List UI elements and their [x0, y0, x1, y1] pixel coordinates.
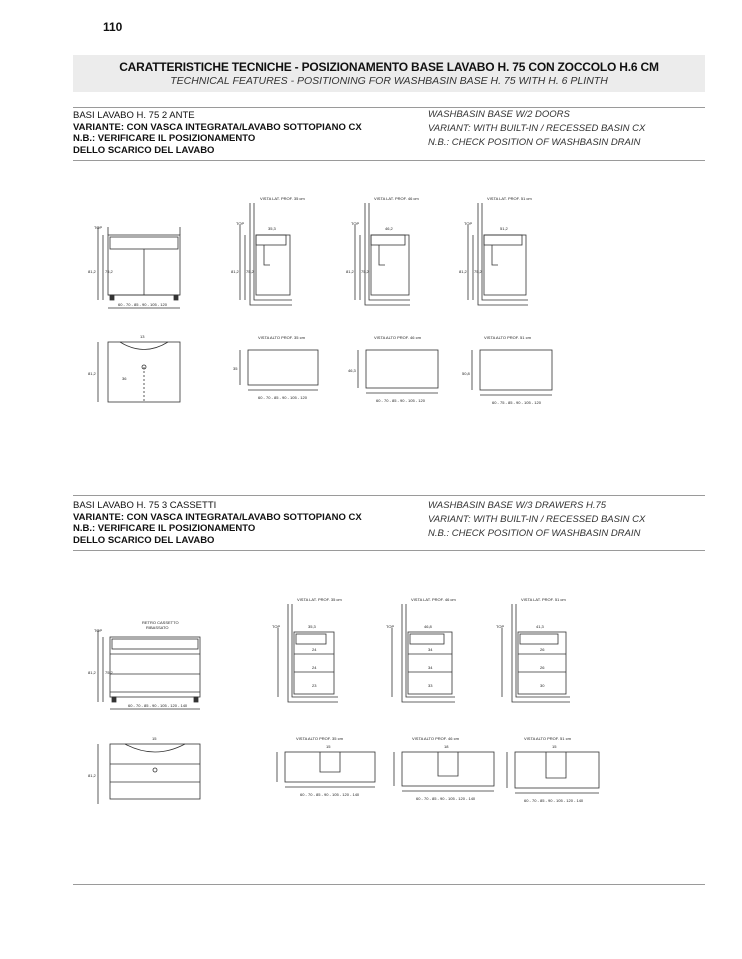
top-view-1 — [240, 350, 318, 390]
page-title: CARATTERISTICHE TECNICHE - POSIZIONAMENTO BASE LAVABO H. 75 CON ZOCCOLO H.6 CM — [119, 60, 659, 74]
top-view-3-width: 60 - 75 - 85 - 90 - 105 - 120 — [492, 400, 541, 405]
side-view-2 — [355, 203, 410, 305]
front-view-basin-drawers — [98, 744, 200, 804]
front2-dim-b: 36 — [122, 376, 127, 381]
front-view-2-doors — [98, 227, 180, 308]
side-view-1-dim: 35,3 — [268, 226, 276, 231]
front2-top-dim-2: 15 — [152, 736, 157, 741]
side-view-drawers-1-d2: 24 — [312, 665, 317, 670]
side-view-1-label: VISTA LAT. PROF. 35 cm — [260, 196, 305, 201]
side-view-drawers-2-top: TOP — [386, 624, 395, 629]
top-view-drawers-1-width: 60 - 70 - 85 - 90 - 105 - 120 - 140 — [300, 792, 360, 797]
section-2-note-en: N.B.: CHECK POSITION OF WASHBASIN DRAIN — [428, 528, 641, 539]
section-1-italian — [73, 110, 423, 156]
section-1-title: BASI LAVABO H. 75 2 ANTE — [73, 110, 195, 121]
front2-dim-a: 81,2 — [88, 371, 96, 376]
top-view-3 — [472, 350, 552, 395]
top-view-2-width: 60 - 70 - 85 - 90 - 105 - 120 — [376, 398, 425, 403]
section-1-note-2: DELLO SCARICO DEL LAVABO — [73, 144, 215, 156]
side-view-3-label: VISTA LAT. PROF. 51 cm — [487, 196, 532, 201]
side-view-1-dim-b: 75,2 — [246, 269, 254, 274]
top-view-3-label: VISTA ALTO PROF. 51 cm — [484, 335, 531, 340]
section-1-drawings — [80, 185, 580, 425]
top-view-drawers-3-dim: 15 — [552, 744, 557, 749]
front-note-2: RIBASSATO — [146, 625, 169, 630]
front-width-label-2: 60 - 70 - 85 - 90 - 105 - 120 - 140 — [128, 703, 188, 708]
section-divider — [73, 550, 705, 551]
section-2-title: BASI LAVABO H. 75 3 CASSETTI — [73, 500, 217, 511]
top-view-drawers-1 — [277, 752, 375, 787]
section-divider — [73, 160, 705, 161]
side-view-drawers-2-label: VISTA LAT. PROF. 46 cm — [411, 597, 456, 602]
front-dim-b-2: 75,2 — [105, 670, 113, 675]
side-view-drawers-3-label: VISTA LAT. PROF. 51 cm — [521, 597, 566, 602]
side-view-1-top: TOP — [236, 221, 245, 226]
front-width-label: 60 - 70 - 85 - 90 - 105 - 120 — [118, 302, 167, 307]
top-view-drawers-1-dim: 15 — [326, 744, 331, 749]
top-view-1-dim: 35 — [233, 366, 238, 371]
section-2-drawings — [80, 592, 600, 832]
section-2-note-2: DELLO SCARICO DEL LAVABO — [73, 534, 215, 546]
top-view-drawers-2-dim: 18 — [444, 744, 449, 749]
section-2-title-en: WASHBASIN BASE W/3 DRAWERS H.75 — [428, 500, 607, 511]
side-view-2-top: TOP — [351, 221, 360, 226]
side-view-3 — [468, 203, 528, 305]
side-view-3-dim-a: 81,2 — [459, 269, 467, 274]
side-view-2-dim-a: 81,2 — [346, 269, 354, 274]
section-1-variant-en: VARIANT: WITH BUILT-IN / RECESSED BASIN CX — [428, 123, 646, 134]
section-1-title-en: WASHBASIN BASE W/2 DOORS — [428, 109, 570, 120]
front2-top-dim: 13 — [140, 334, 145, 339]
side-view-drawers-3-dim: 41,3 — [536, 624, 544, 629]
front-dim-b: 75,2 — [105, 269, 113, 274]
side-view-drawers-3-d1: 26 — [540, 647, 545, 652]
page-number: 110 — [103, 20, 123, 34]
side-view-1-dim-a: 81,2 — [231, 269, 239, 274]
page-subtitle: TECHNICAL FEATURES - POSITIONING FOR WASHBASIN BASE H. 75 WITH H. 6 PLINTH — [170, 75, 608, 87]
top-view-1-label: VISTA ALTO PROF. 35 cm — [258, 335, 305, 340]
section-2-italian — [73, 500, 423, 546]
side-view-drawers-1-label: VISTA LAT. PROF. 35 cm — [297, 597, 342, 602]
side-view-drawers-2-d1: 34 — [428, 647, 433, 652]
side-view-3-top: TOP — [464, 221, 473, 226]
page-footer-rule — [73, 884, 705, 885]
section-1-note: N.B.: VERIFICARE IL POSIZIONAMENTO — [73, 133, 256, 144]
side-view-drawers-2 — [392, 604, 455, 702]
top-view-drawers-2 — [394, 752, 494, 791]
front-dim-a-2: 81,2 — [88, 670, 96, 675]
section-1-note-en: N.B.: CHECK POSITION OF WASHBASIN DRAIN — [428, 137, 641, 148]
top-view-drawers-3-label: VISTA ALTO PROF. 51 cm — [524, 736, 571, 741]
section-1-english — [428, 108, 708, 150]
side-view-drawers-2-d3: 33 — [428, 683, 433, 688]
side-view-drawers-1-top: TOP — [272, 624, 281, 629]
section-1-variant: VARIANTE: CON VASCA INTEGRATA/LAVABO SOTTOPIANO CX — [73, 121, 362, 133]
front-top-label-2: TOP — [94, 628, 103, 633]
top-view-drawers-2-label: VISTA ALTO PROF. 46 cm — [412, 736, 459, 741]
side-view-drawers-3-d3: 30 — [540, 683, 545, 688]
side-view-drawers-1-d1: 24 — [312, 647, 317, 652]
side-view-drawers-3-top: TOP — [496, 624, 505, 629]
side-view-drawers-2-d2: 34 — [428, 665, 433, 670]
front-top-label: TOP — [94, 225, 103, 230]
side-view-3-dim-b: 75,2 — [474, 269, 482, 274]
section-2-variant-en: VARIANT: WITH BUILT-IN / RECESSED BASIN CX — [428, 514, 646, 525]
front2-dim-a-2: 81,2 — [88, 773, 96, 778]
front-view-3-drawers — [98, 630, 200, 709]
top-view-2-dim: 46,3 — [348, 368, 356, 373]
top-view-drawers-3-width: 60 - 70 - 85 - 90 - 105 - 120 - 140 — [524, 798, 584, 803]
top-view-drawers-2-width: 60 - 70 - 85 - 90 - 105 - 120 - 140 — [416, 796, 476, 801]
side-view-drawers-1 — [278, 604, 338, 702]
side-view-2-label: VISTA LAT. PROF. 46 cm — [374, 196, 419, 201]
side-view-drawers-3-d2: 26 — [540, 665, 545, 670]
front-note-1: RETRO CASSETTO — [142, 620, 179, 625]
top-view-3-dim: 50,8 — [462, 371, 470, 376]
side-view-drawers-1-dim: 35,3 — [308, 624, 316, 629]
side-view-2-dim: 46,2 — [385, 226, 393, 231]
side-view-1 — [240, 203, 292, 305]
top-view-drawers-1-label: VISTA ALTO PROF. 35 cm — [296, 736, 343, 741]
section-2-note: N.B.: VERIFICARE IL POSIZIONAMENTO — [73, 523, 256, 534]
front-view-basin — [98, 342, 180, 402]
side-view-3-dim: 51,2 — [500, 226, 508, 231]
side-view-drawers-2-dim: 46,8 — [424, 624, 432, 629]
top-view-2-label: VISTA ALTO PROF. 46 cm — [374, 335, 421, 340]
top-view-drawers-3 — [507, 752, 599, 793]
section-divider — [73, 495, 705, 496]
section-2-variant: VARIANTE: CON VASCA INTEGRATA/LAVABO SOTTOPIANO CX — [73, 511, 362, 523]
front-dim-a: 81,2 — [88, 269, 96, 274]
side-view-drawers-3 — [502, 604, 570, 702]
top-view-2 — [358, 350, 438, 393]
top-view-1-width: 60 - 70 - 85 - 90 - 105 - 120 — [258, 395, 307, 400]
section-2-english — [428, 499, 708, 541]
side-view-2-dim-b: 75,2 — [361, 269, 369, 274]
side-view-drawers-1-d3: 23 — [312, 683, 317, 688]
